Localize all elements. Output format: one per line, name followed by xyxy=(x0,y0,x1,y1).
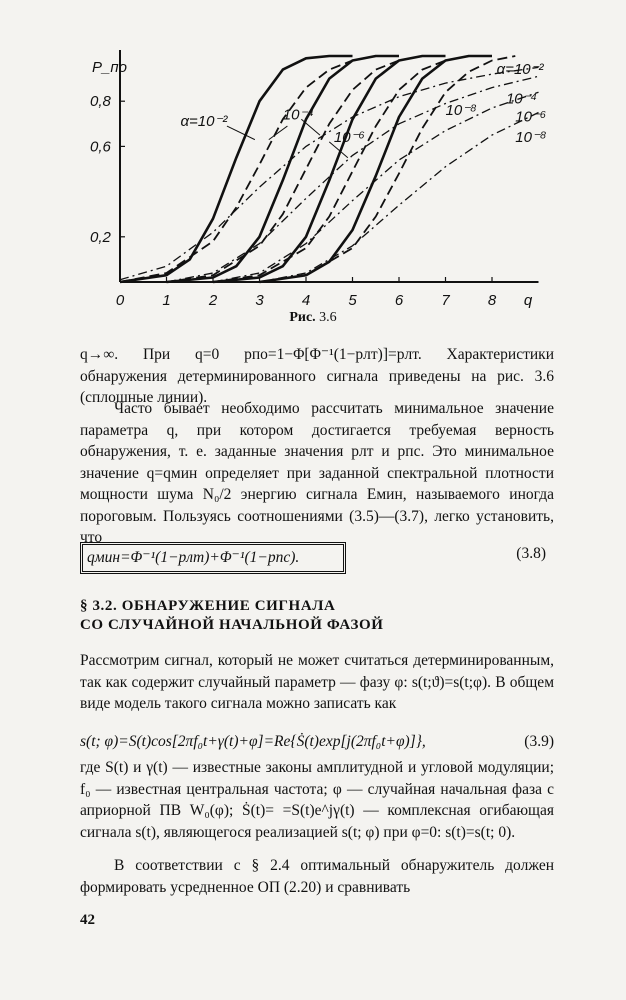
figure-3-6 xyxy=(80,30,550,335)
series-line-3 xyxy=(213,56,446,282)
paragraph-2: Часто бывает необходимо рассчитать минимальное значение параметра q, при котором достигается требуемая верность обнаружения, т. е. заданные значения pлт и pпс. Это минимальное значение q=qмин определяет при заданной спектральной плотности мощности шума N₀/2 энергию сигнала Eмин, называемого иногда пороговым. Пользуясь соотношениями (3.5)—(3.7), легко установить, что xyxy=(80,400,554,546)
series-line-9 xyxy=(120,67,539,279)
series-line-2 xyxy=(167,56,400,282)
y-axis-label: P_по xyxy=(92,59,127,76)
x-tick-label: 2 xyxy=(208,292,218,309)
x-tick-label: 1 xyxy=(162,292,171,309)
x-tick-label: 7 xyxy=(441,292,450,309)
series-line-10 xyxy=(167,76,539,282)
caption-number: 3.6 xyxy=(319,310,337,325)
caption-prefix: Рис. xyxy=(289,310,316,325)
y-tick-label: 0,8 xyxy=(90,93,111,111)
paragraph-4: где S(t) и γ(t) — известные законы амплитудной и угловой модуляции; f₀ — известная центральная частота; φ — случайная начальная фаза с априорной ПВ W₀(φ); Ṡ(t)= =S(t)e^jγ(t) — комплексная огибающая сигнала s(t), являющегося реализацией s(t; φ) при φ=0: s(t)=s(t; 0). xyxy=(80,759,554,841)
equation-3-8-number: (3.8) xyxy=(516,545,546,562)
curve-annotation: α=10⁻² xyxy=(180,113,228,131)
curve-annotation: 10⁻⁸ xyxy=(445,101,477,119)
page-number: 42 xyxy=(80,912,95,928)
curve-annotation: 10⁻⁴ xyxy=(505,90,538,108)
series-line-1 xyxy=(120,56,353,282)
paragraph-5: В соответствии с § 2.4 оптимальный обнаружитель должен формировать усредненное ОП (2.20) и сравнивать xyxy=(80,857,554,896)
curve-annotation: 10⁻⁶ xyxy=(333,128,365,146)
x-tick-label: q xyxy=(523,292,533,309)
paragraph-3: Рассмотрим сигнал, который не может считаться детерминированным, так как содержит случайный параметр — фазу φ: s(t;ϑ)=s(t;φ). В общем виде модель такого сигнала можно записать как xyxy=(80,652,554,712)
x-tick-label: 0 xyxy=(115,292,125,309)
y-tick-label: 0,2 xyxy=(90,228,111,246)
y-tick-label: 0,6 xyxy=(90,138,111,156)
equation-3-9-row xyxy=(80,733,554,751)
series-line-4 xyxy=(260,56,493,282)
detection-chart xyxy=(80,30,550,335)
series-line-12 xyxy=(260,113,539,283)
curve-annotation: 10⁻⁸ xyxy=(515,128,547,146)
series-line-6 xyxy=(167,56,423,282)
equation-3-9: s(t; φ)=S(t)cos[2πf₀t+γ(t)+φ]=Re{Ṡ(t)exp[j(2πf₀t+φ)]}, xyxy=(80,733,426,750)
x-tick-label: 6 xyxy=(394,292,404,309)
curve-annotation: 10⁻⁶ xyxy=(515,108,547,126)
x-tick-label: 5 xyxy=(348,292,357,309)
curve-annotation: 10⁻⁴ xyxy=(282,106,314,124)
x-tick-label: 3 xyxy=(255,292,264,309)
section-heading-line-1: § 3.2. ОБНАРУЖЕНИЕ СИГНАЛА xyxy=(80,598,336,614)
equation-3-8: qмин=Φ⁻¹(1−pлт)+Φ⁻¹(1−pпс). xyxy=(82,544,344,572)
x-tick-label: 4 xyxy=(301,292,311,309)
section-heading-line-2: СО СЛУЧАЙНОЙ НАЧАЛЬНОЙ ФАЗОЙ xyxy=(80,617,384,633)
equation-3-9-number: (3.9) xyxy=(524,733,554,750)
series-line-11 xyxy=(213,92,539,282)
equation-3-8-box xyxy=(80,542,346,574)
paragraph-1: q→∞. При q=0 pпо=1−Φ[Φ⁻¹(1−pлт)]=pлт. Характеристики обнаружения детерминированного сигнала приведены на рис. 3.6 (сплошные линии). xyxy=(80,346,554,406)
figure-caption xyxy=(0,310,626,326)
annotation-leader xyxy=(227,126,255,140)
x-tick-label: 8 xyxy=(487,292,497,309)
curve-annotation: α=10⁻² xyxy=(496,61,544,79)
